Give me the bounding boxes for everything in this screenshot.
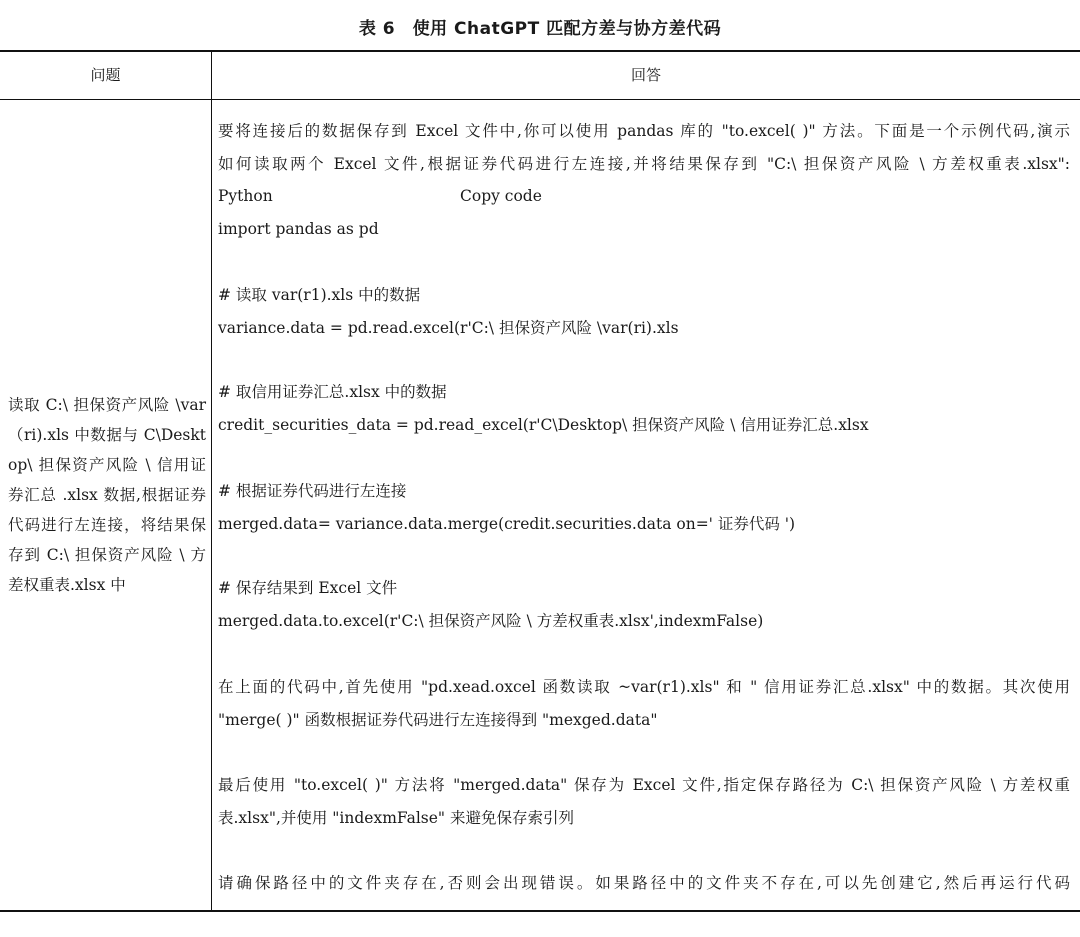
- code-comment-4: # 保存结果到 Excel 文件: [218, 579, 398, 597]
- code-import-line: import pandas as pd: [218, 220, 379, 238]
- code-comment-3: # 根据证券代码进行左连接: [218, 482, 407, 500]
- table-caption: 表 6 使用 ChatGPT 匹配方差与协方差代码: [358, 19, 722, 39]
- question-cell: 读取 C:\ 担保资产风险 \var（ri).xls 中数据与 C\Desktop\ 担保资产风险 \ 信用证券汇总 .xlsx 数据,根据证券代码进行左连接，将结果保存到 C:\ 担保资产风险 \ 方差权重表.xlsx 中: [8, 396, 206, 594]
- closing-note: 请确保路径中的文件夹存在,否则会出现错误。如果路径中的文件夹不存在,可以先创建它,然后再运行代码: [218, 874, 1070, 892]
- code-language-label: Python: [218, 187, 273, 205]
- copy-code-button[interactable]: Copy code: [460, 187, 542, 205]
- explanation-1-line-2: "merge( )" 函数根据证券代码进行左连接得到 "mexged.data": [218, 711, 658, 729]
- header-answer: 回答: [630, 66, 661, 84]
- code-comment-2: # 取信用证券汇总.xlsx 中的数据: [218, 383, 447, 401]
- table-header-row: [0, 52, 1080, 100]
- answer-intro-line-2: 如何读取两个 Excel 文件,根据证券代码进行左连接,并将结果保存到 "C:\ 担保资产风险 \ 方差权重表.xlsx":: [218, 155, 1070, 173]
- code-line-3: merged.data= variance.data.merge(credit.securities.data on=' 证券代码 '): [218, 515, 796, 533]
- explanation-1-line-1: 在上面的代码中,首先使用 "pd.xead.oxcel 函数读取 ~var(r1).xls" 和 " 信用证券汇总.xlsx" 中的数据。其次使用: [218, 678, 1070, 696]
- explanation-2-line-1: 最后使用 "to.excel( )" 方法将 "merged.data" 保存为 Excel 文件,指定保存路径为 C:\ 担保资产风险 \ 方差权重: [218, 776, 1070, 794]
- explanation-2-line-2: 表.xlsx",并使用 "indexmFalse" 来避免保存索引列: [218, 809, 574, 827]
- code-header: [218, 185, 1070, 207]
- answer-intro-line-1: 要将连接后的数据保存到 Excel 文件中,你可以使用 pandas 库的 "to.excel( )" 方法。下面是一个示例代码,演示: [218, 122, 1070, 140]
- code-line-4: merged.data.to.excel(r'C:\ 担保资产风险 \ 方差权重表.xlsx',indexmFalse): [218, 612, 764, 630]
- header-question: 问题: [90, 66, 121, 84]
- column-divider: [211, 52, 212, 910]
- code-line-1: variance.data = pd.read.excel(r'C:\ 担保资产风险 \var(ri).xls: [218, 319, 679, 337]
- qa-table: [0, 50, 1080, 912]
- code-line-2: credit_securities_data = pd.read_excel(r'C\Desktop\ 担保资产风险 \ 信用证券汇总.xlsx: [218, 416, 869, 434]
- code-comment-1: # 读取 var(r1).xls 中的数据: [218, 286, 421, 304]
